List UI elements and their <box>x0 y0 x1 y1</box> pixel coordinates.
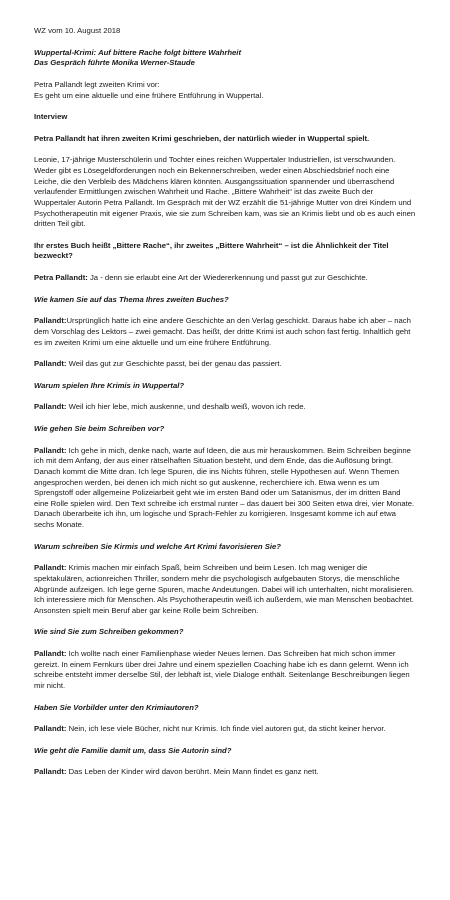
intro-line-2: Es geht um eine aktuelle und eine frühere Entführung in Wuppertal. <box>34 90 264 100</box>
interview-answer <box>34 316 416 348</box>
interview-answer <box>34 563 416 616</box>
speaker-name: Pallandt: <box>34 316 67 326</box>
answer-text: Weil das gut zur Geschichte passt, bei der genau das passiert. <box>66 359 282 369</box>
answer-text: Ich wollte nach einer Familienphase wieder Neues lernen. Das Schreiben hat mich schon immer gereizt. In einem Fernkurs über drei Jahre und einem speziellen Coaching habe ich es dann gelernt. Wenn ich schreibe entsteht immer derselbe Stil, der lebhaft ist, viele Dialoge enthält. Seitenlange Beschreibungen liegen mir nicht. <box>34 649 410 690</box>
first-question: Ihr erstes Buch heißt „Bittere Rache“, ihr zweites „Bittere Wahrheit“ – ist die Ähnlichkeit der Titel bezweckt? <box>34 240 389 261</box>
teaser: Petra Pallandt hat ihren zweiten Krimi geschrieben, der natürlich wieder in Wuppertal spielt. <box>34 133 370 143</box>
lede-paragraph: Leonie, 17-jährige Musterschülerin und Tochter eines reichen Wuppertaler Industriellen, ist verschwunden. Weder gibt es Lösegeldforderungen noch ein Bekennerschreiben, weder einen Abschiedsbrief noch eine Leiche, die den Verbleib des Mädchens klären könnten. Ausgangssituation spannender und überraschend verlaufender Ermittlungen zwischen Wahrheit und Rache. „Bittere Wahrheit“ ist das zweite Buch der Wuppertaler Autorin Petra Pallandt. Im Gespräch mit der WZ erzählt die 51-jährige Mutter von drei Kindern und Psychotherapeutin mit eigener Praxis, wie sie zum Schreiben kam, was sie an Krimis liebt und ob es auch einen dritten Teil gibt. <box>34 155 416 229</box>
answer-text: Weil ich hier lebe, mich auskenne, und deshalb weiß, wovon ich rede. <box>66 402 306 412</box>
answer-text: Ursprünglich hatte ich eine andere Geschichte an den Verlag geschickt. Daraus habe ich aber – nach dem Vorschlag des Lektors – zwei gemacht. Das heißt, der dritte Krimi ist auch schon fast fertig. Inhaltlich geht es im zweiten Krimi um eine aktuelle und um eine frühere Entführung. <box>34 316 411 347</box>
headline: Wuppertal-Krimi: Auf bittere Rache folgt bittere Wahrheit <box>34 47 242 57</box>
speaker-name: Pallandt: <box>34 563 67 573</box>
speaker-name: Pallandt: <box>34 767 67 777</box>
speaker-name: Pallandt: <box>34 649 67 658</box>
interview-question: Warum spielen Ihre Krimis in Wuppertal? <box>34 380 185 390</box>
interview-answer <box>34 649 416 692</box>
interview-question: Haben Sie Vorbilder unter den Krimiautoren? <box>34 702 199 712</box>
speaker-name: Pallandt: <box>34 724 67 734</box>
interview-answer <box>34 724 416 735</box>
interview-answer <box>34 402 416 413</box>
dateline: WZ vom 10. August 2018 <box>34 26 121 35</box>
answer-text: Ja - denn sie erlaubt eine Art der Wiedererkennung und passt gut zur Geschichte. <box>87 273 368 282</box>
answer-text: Krimis machen mir einfach Spaß, beim Schreiben und beim Lesen. Ich mag weniger die spektakulären, actionreichen Thriller, sondern mehr die psychologisch aufgebauten Storys, die menschliche Abgründe aufzeigen. Ich lege gerne Spuren, mache Andeutungen. Dabei will ich unterhalten, nicht moralisieren. Ich interessiere mich für Menschen. Als Psychotherapeutin weiß ich außerdem, wie man Menschen beobachtet. Ansonsten spielt mein Beruf aber gar keine Rolle beim Schreiben. <box>34 563 414 615</box>
interview-question: Wie sind Sie zum Schreiben gekommen? <box>34 627 184 637</box>
interview-answer <box>34 767 416 778</box>
intro-line-1: Petra Pallandt legt zweiten Krimi vor: <box>34 79 160 89</box>
speaker-name: Pallandt: <box>34 359 67 369</box>
section-label: Interview <box>34 112 68 122</box>
interview-question: Wie geht die Familie damit um, dass Sie Autorin sind? <box>34 745 232 755</box>
interview-question: Wie gehen Sie beim Schreiben vor? <box>34 424 165 433</box>
interview-question: Warum schreiben Sie Kirmis und welche Art Krimi favorisieren Sie? <box>34 541 281 551</box>
answer-text: Ich gehe in mich, denke nach, warte auf Ideen, die aus mir herauskommen. Beim Schreiben beginne ich mit dem Anfang, der aus einer rätselhaften Situation besteht, und dem Ende, das die Auflösung bringt. Danach kommt die Mitte dran. Ich lege Spuren, die ins Nichts führen, stelle Hypothesen auf. Wenn Themen angesprochen werden, bei denen ich mich nicht so gut auskenne, recherchiere ich. Etwa wenn es um Sprengstoff oder allgemeine Polizeiarbeit geht wie im ersten Band oder um Satanismus, der im dritten Band eine Rolle spielen wird. Den Text schreibe ich erstmal runter – das dauert bei 300 Seiten etwa drei, vier Monate. Danach überarbeite ich ihn, um logische und Sprach-Fehler zu korrigieren. Insgesamt komme ich auf etwa sechs Monate. <box>34 445 415 529</box>
answer-text: Das Leben der Kinder wird davon berührt. Mein Mann findet es ganz nett. <box>66 767 319 777</box>
speaker-name: Petra Pallandt: <box>34 273 88 282</box>
interview-body <box>34 295 416 778</box>
speaker-name: Pallandt: <box>34 445 67 455</box>
interview-question: Wie kamen Sie auf das Thema Ihres zweiten Buches? <box>34 294 229 304</box>
byline: Das Gespräch führte Monika Werner-Staude <box>34 58 195 68</box>
speaker-name: Pallandt: <box>34 402 67 412</box>
first-answer <box>34 273 416 284</box>
interview-answer <box>34 446 416 531</box>
answer-text: Nein, ich lese viele Bücher, nicht nur Krimis. Ich finde viel autoren gut, da sticht keiner hervor. <box>66 724 386 734</box>
interview-answer <box>34 359 416 370</box>
